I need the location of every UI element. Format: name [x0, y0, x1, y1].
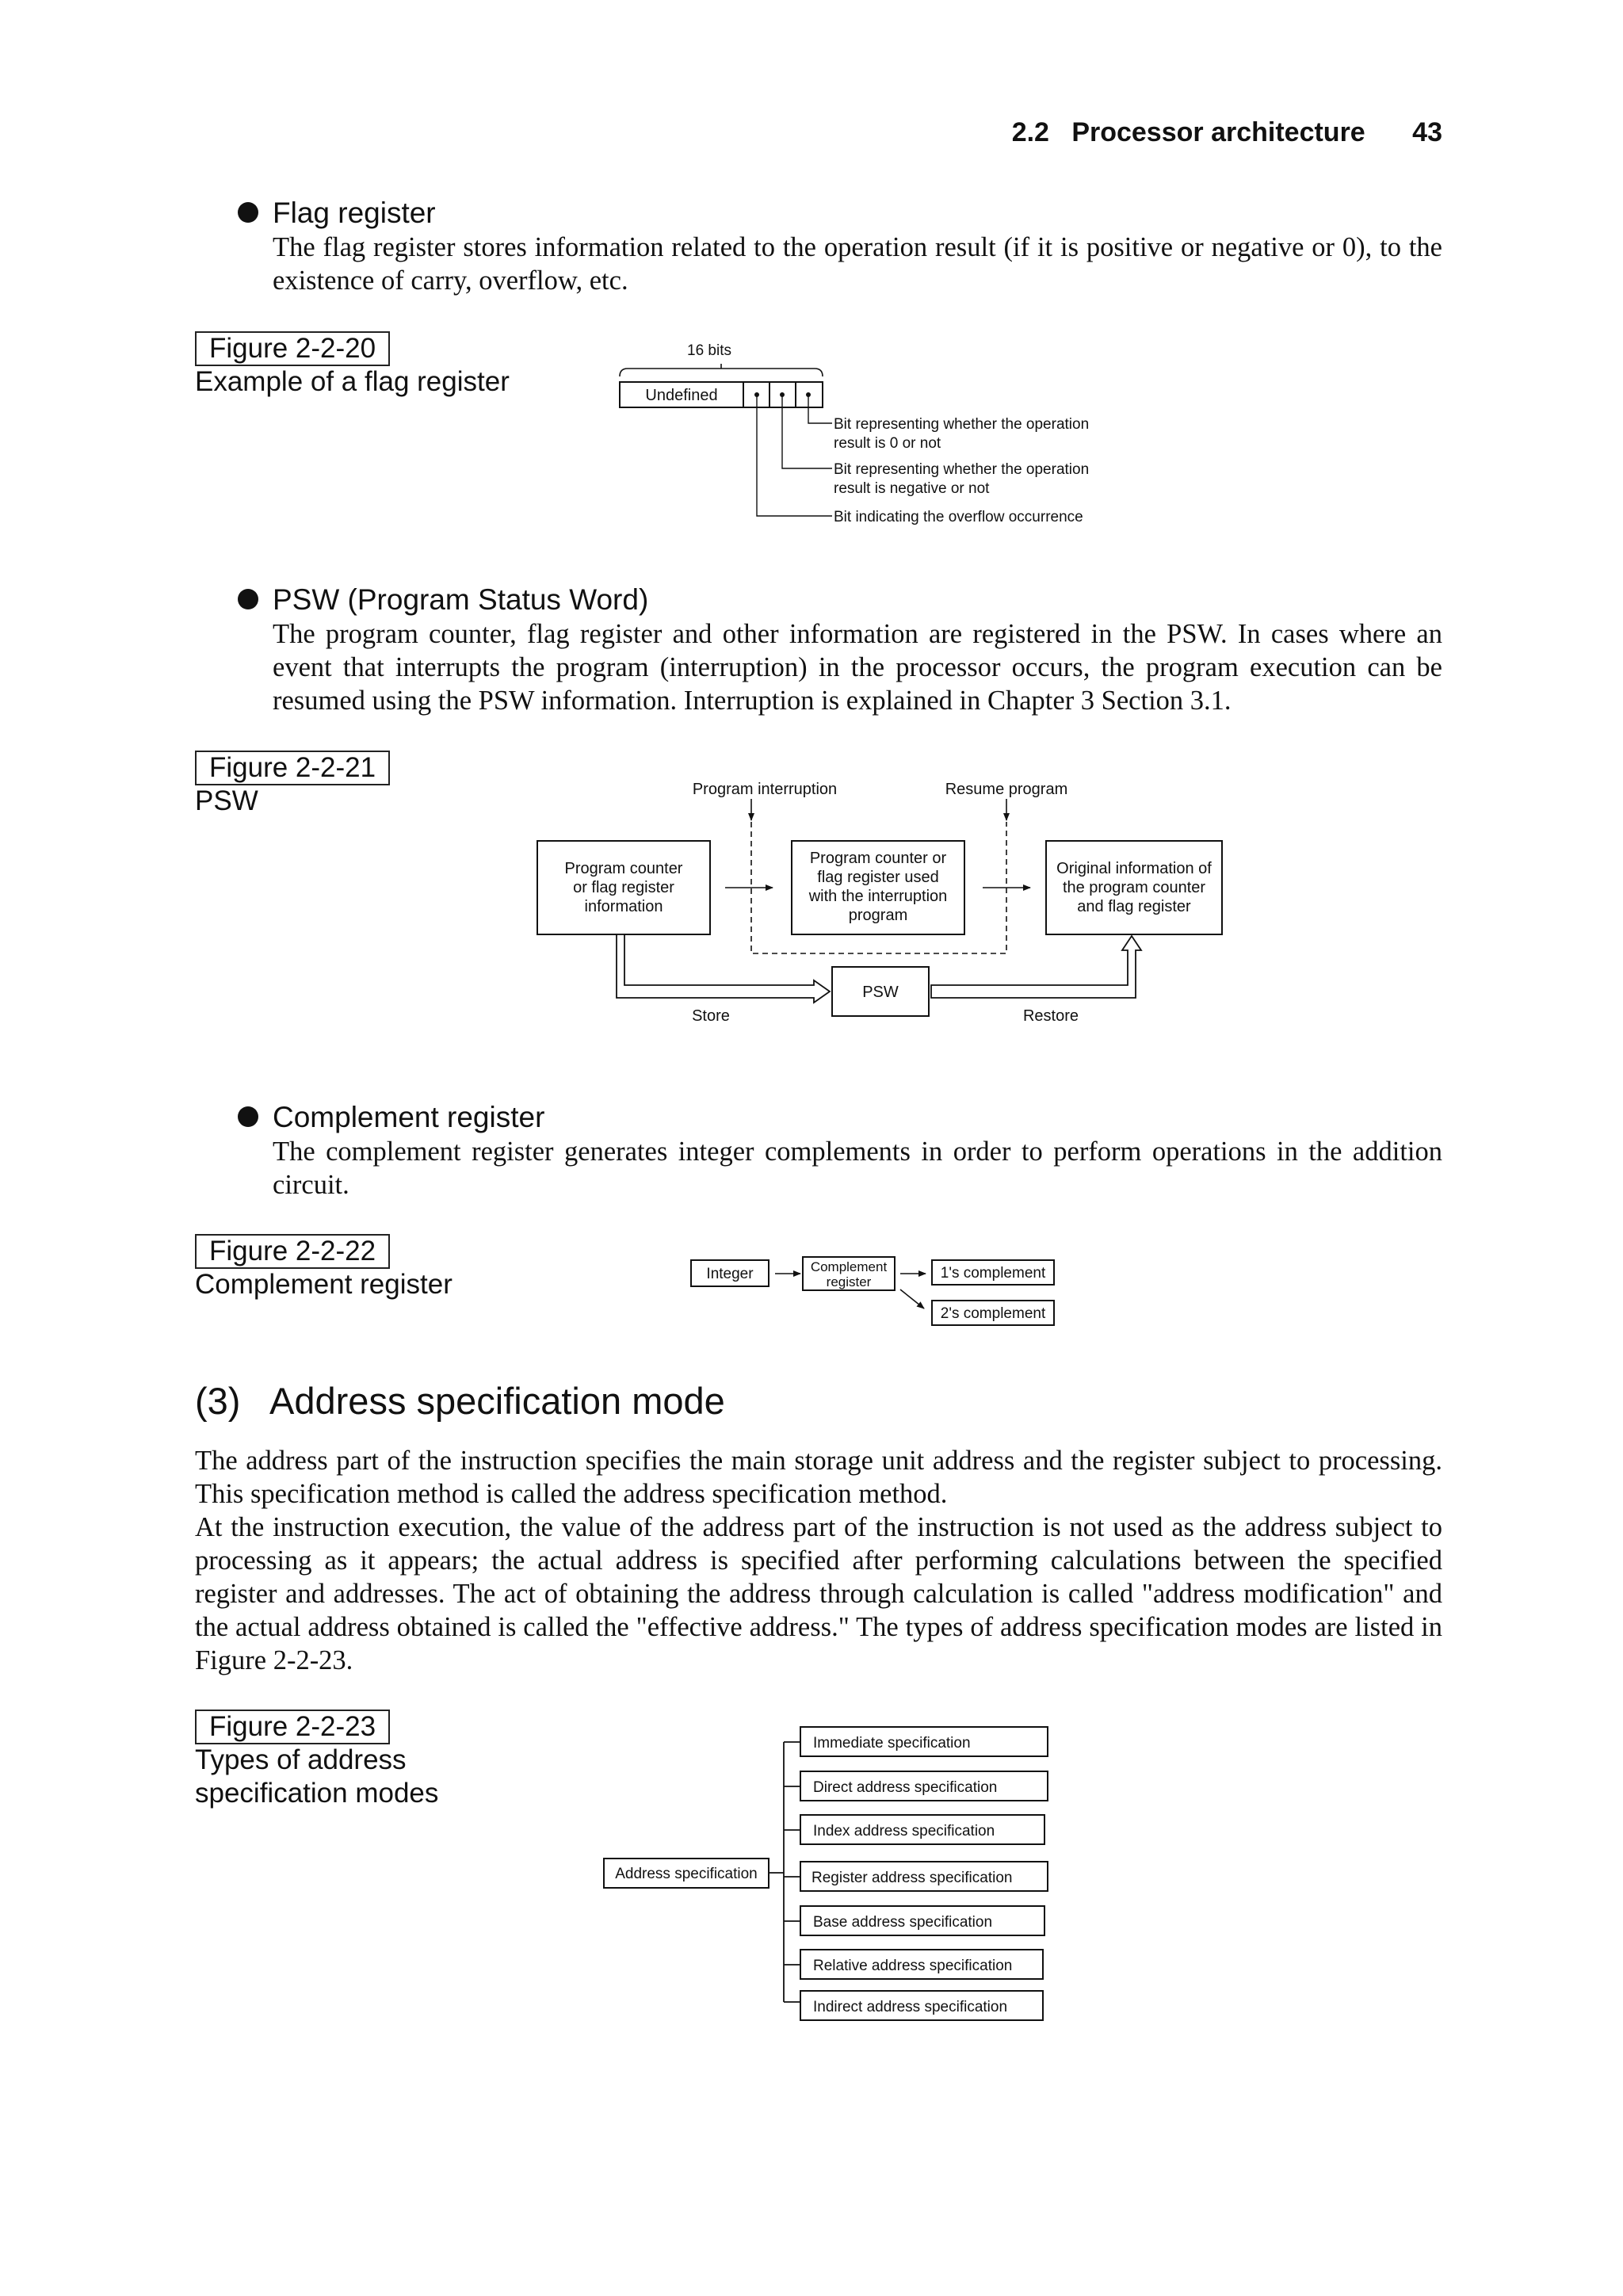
annotation-zero-line2: result is 0 or not	[834, 435, 941, 452]
mode-branch-index	[784, 1815, 1044, 1844]
svg-text:Register address specification: Register address specification	[812, 1870, 1013, 1886]
integer-label: Integer	[706, 1266, 754, 1282]
psw-box-label: PSW	[862, 984, 899, 1001]
section-heading: (3) Address specification mode	[195, 1380, 725, 1422]
figure-number: Figure 2-2-23	[195, 1710, 390, 1744]
svg-text:Index address specification: Index address specification	[813, 1823, 995, 1839]
store-arrow-icon	[617, 934, 830, 1003]
store-label: Store	[692, 1007, 730, 1025]
ones-complement-label: 1's complement	[940, 1265, 1046, 1282]
mode-branch-indirect	[784, 1991, 1043, 2020]
svg-text:the program counter: the program counter	[1062, 879, 1206, 896]
bullet-icon	[238, 1106, 258, 1127]
svg-text:Complement: Complement	[810, 1259, 888, 1274]
annotation-negative-line2: result is negative or not	[834, 480, 990, 497]
section-number: 2.2	[1011, 117, 1049, 147]
svg-text:Original information of: Original information of	[1056, 860, 1212, 877]
annotation-negative-line1: Bit representing whether the operation	[834, 461, 1090, 478]
bits-label: 16 bits	[687, 342, 731, 359]
figure-caption: Complement register	[195, 1269, 453, 1300]
svg-text:with the interruption: with the interruption	[808, 888, 948, 905]
mode-branch-relative	[784, 1950, 1043, 1979]
svg-text:flag register used: flag register used	[817, 869, 939, 886]
root-label: Address specification	[615, 1866, 758, 1882]
chapter-title: Processor architecture	[1071, 117, 1365, 147]
figure-caption: Types of address specification modes	[195, 1744, 439, 1809]
annotation-overflow: Bit indicating the overflow occurrence	[834, 509, 1083, 525]
figure-number: Figure 2-2-22	[195, 1234, 390, 1269]
complement-register-title: Complement register	[273, 1101, 545, 1133]
svg-text:Immediate specification: Immediate specification	[813, 1735, 971, 1752]
restore-arrow-icon	[931, 936, 1141, 998]
flag-register-title: Flag register	[273, 197, 436, 229]
undefined-label: Undefined	[645, 387, 718, 404]
page-number: 43	[1412, 117, 1442, 147]
svg-text:Program counter or: Program counter or	[809, 850, 947, 867]
resume-program-label: Resume program	[945, 781, 1068, 798]
figure-number: Figure 2-2-21	[195, 751, 390, 785]
complement-register-body: The complement register generates integer complements in order to perform operations in the addition circuit.	[273, 1137, 1442, 1200]
mode-branch-immediate	[784, 1727, 1048, 1756]
svg-text:Program counter: Program counter	[564, 860, 683, 877]
annotation-zero-line1: Bit representing whether the operation	[834, 416, 1090, 433]
svg-text:and flag register: and flag register	[1077, 898, 1191, 915]
flag-register-diagram	[602, 337, 1157, 535]
svg-text:or flag register: or flag register	[573, 879, 674, 896]
restore-label: Restore	[1022, 1007, 1079, 1025]
psw-title: PSW (Program Status Word)	[273, 583, 649, 616]
complement-register-diagram	[682, 1248, 1078, 1335]
bullet-icon	[238, 589, 258, 609]
section-paragraph-1: The address part of the instruction specifies the main storage unit address and the register subject to processing. This specification method is called the address specification method.	[195, 1446, 1442, 1509]
program-interruption-label: Program interruption	[692, 781, 838, 798]
mode-branch-base	[784, 1906, 1044, 1935]
section-paragraph-2: At the instruction execution, the value of the address part of the instruction is not used as the address subject to processing as it appears; the actual address is specified after performing calculations between the specified register and addresses. The act of obtaining the address through calculation is called "address modification" and the actual address obtained is called the "effective address." The types of address specification modes are listed in Figure 2-2-23.	[195, 1512, 1442, 1675]
figure-caption: PSW	[195, 785, 258, 816]
flag-register-body: The flag register stores information related to the operation result (if it is positive or negative or 0), to the existence of carry, overflow, etc.	[273, 232, 1442, 296]
figure-number: Figure 2-2-20	[195, 331, 390, 366]
twos-complement-label: 2's complement	[940, 1305, 1046, 1322]
bullet-icon	[238, 202, 258, 223]
figure-caption: Example of a flag register	[195, 366, 510, 397]
running-head	[951, 117, 1442, 148]
psw-body: The program counter, flag register and other information are registered in the PSW. In cases where an event that interrupts the program (interruption) in the processor occurs, the program execution can be resumed using the PSW information. Interruption is explained in Chapter 3 Section 3.1.	[273, 619, 1442, 716]
psw-diagram	[523, 773, 1236, 1034]
section-body	[195, 1444, 1442, 1677]
svg-text:register: register	[826, 1274, 872, 1289]
svg-text:information: information	[584, 898, 663, 915]
mode-branch-direct	[784, 1771, 1048, 1801]
mode-branch-register	[784, 1862, 1048, 1891]
address-specification-tree	[586, 1712, 1062, 2029]
svg-text:Direct address specification: Direct address specification	[813, 1779, 998, 1796]
svg-text:Relative address specification: Relative address specification	[813, 1958, 1013, 1974]
svg-text:Indirect address specification: Indirect address specification	[813, 1999, 1008, 2015]
svg-text:program: program	[848, 907, 908, 924]
svg-text:Base address specification: Base address specification	[813, 1914, 993, 1931]
